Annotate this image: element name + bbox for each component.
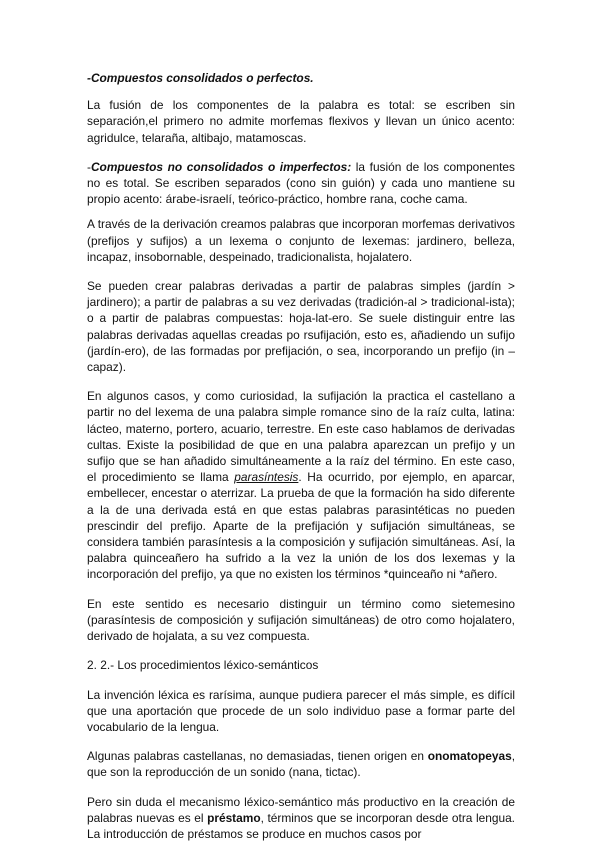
section-heading-lexico-semantic: 2. 2.- Los procedimientos léxico-semánticos [87,658,319,673]
parasynthesis-text-before: En algunos casos, y como curiosidad, la sufijación la practica el castellano a partir no del lexema de una palabra simple romance sino de la raíz culta, latina: lácteo, materno, portero, acuario, terrestre. En este caso hablamos de derivadas cultas. Existe la posibilidad de que en una palabra aparezcan un prefijo y un sufijo que se han añadido simultáneamente a la raíz del término. En este caso, el procedimiento se llama [87,389,515,485]
paragraph-loanwords [87,794,515,843]
paragraph-onomatopoeia [87,748,515,780]
dash: - [87,159,91,174]
term-parasintesis: parasíntesis [234,470,299,485]
paragraph-sietemesino: En este sentido es necesario distinguir un término como sietemesino (parasíntesis de composición y sufijación simultáneas) de otro como hojalatero, derivado de hojalata, a su vez compuesta. [87,596,515,644]
paragraph-non-consolidated-body: la fusión de los componentes no es total. Se escriben separados (cono sin guión) y cada uno mantiene su propio acento: árabe-israelí, teórico-práctico, hombre rana, coche cama. [87,159,515,207]
heading-consolidated-text: -Compuestos consolidados o perfectos. [87,71,314,85]
onomatopoeia-text-after: , que son la reproducción de un sonido (nana, tictac). [87,749,515,780]
term-onomatopeyas: onomatopeyas [427,749,512,764]
term-prestamo: préstamo [207,810,261,825]
parasynthesis-text-after: . Ha ocurrido, por ejemplo, en aparcar, embellecer, encestar o aterrizar. La prueba de que la formación ha sido diferente a la de una derivada está en que estas palabras parasintéticas no pueden prescindir del prefijo. Aparte de la prefijación y sufijación simultáneas, se considera también parasíntesis a la composición y sufijación simultáneas. Así, la palabra quinceañero ha sufrido a la vez la unión de los dos lexemas y la incorporación del prefijo, ya que no existen los términos *quinceaño ni *añero. [87,470,515,582]
loanwords-text-before: Pero sin duda el mecanismo léxico-semántico más productivo en la creación de palabras nuevas es el [87,794,515,825]
paragraph-consolidated-definition: La fusión de los componentes de la palabra es total: se escriben sin separación,el primero no admite morfemas flexivos y llevan un único acento: agridulce, telaraña, altibajo, matamoscas. [87,98,515,145]
paragraph-non-consolidated [87,159,515,208]
paragraph-parasynthesis [87,388,515,582]
section-heading-consolidated [87,70,515,86]
loanwords-text-after: , términos que se incorporan desde otra lengua. La introducción de préstamos se produce en muchos casos por [87,810,515,841]
term-non-consolidated: Compuestos no consolidados o imperfectos: [90,159,352,174]
paragraph-lexical-invention: La invención léxica es rarísima, aunque pudiera parecer el más simple, es difícil que una aportación que procede de un solo individuo pase a formar parte del vocabulario de la lengua. [87,687,515,734]
paragraph-derivation: A través de la derivación creamos palabras que incorporan morfemas derivativos (prefijos y sufijos) a un lexema o conjunto de lexemas: jardinero, belleza, incapaz, insobornable, despeinado, tradicionalista, hojalatero. [87,217,515,264]
paragraph-derived-words: Se pueden crear palabras derivadas a partir de palabras simples (jardín > jardinero); a partir de palabras a su vez derivadas (tradición-al > tradicional-ista); o a partir de palabras compuestas: hoja-lat-ero. Se suele distinguir entre las palabras derivadas aquellas creadas po rsufijación, esto es, añadiendo un sufijo (jardín-ero), de las formadas por prefijación, o sea, incorporando un prefijo (in –capaz). [87,279,515,375]
onomatopoeia-text-before: Algunas palabras castellanas, no demasiadas, tienen origen en [87,749,428,764]
